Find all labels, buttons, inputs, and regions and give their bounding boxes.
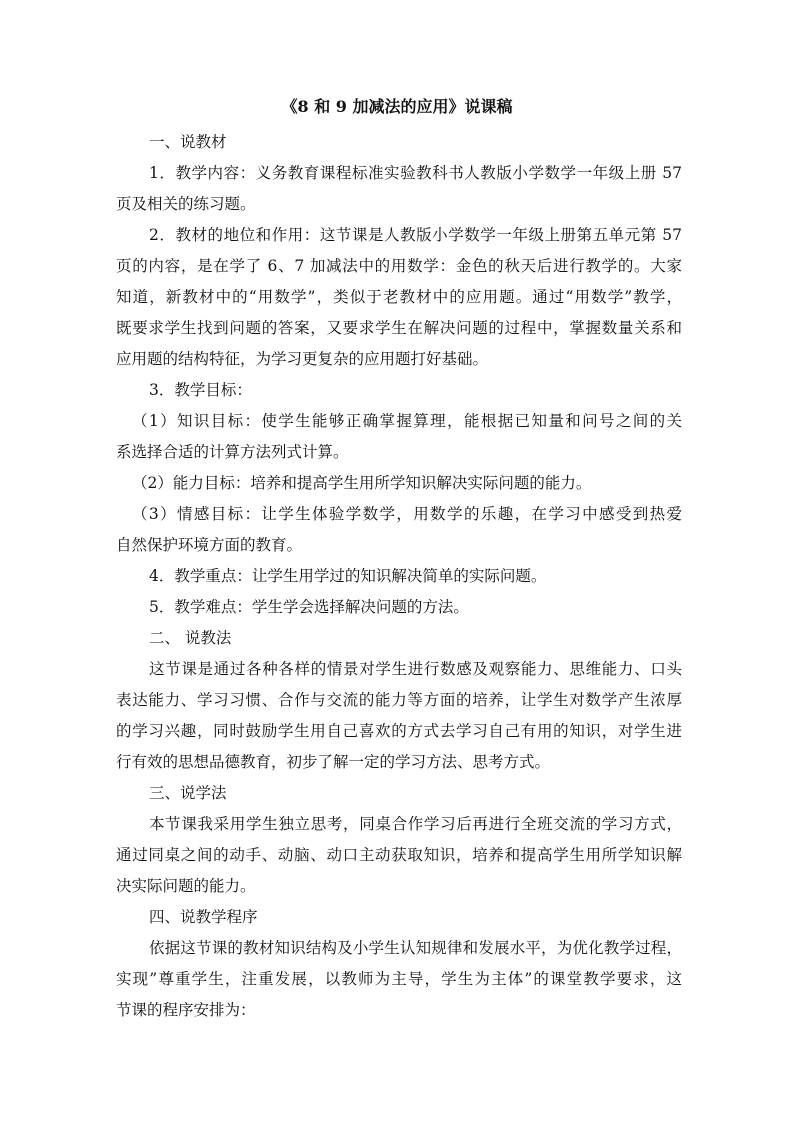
text-line: 应用题的结构特征，为学习更复杂的应用题打好基础。 bbox=[116, 350, 489, 368]
text-line: 既要求学生找到问题的答案，又要求学生在解决问题的过程中，掌握数量关系和 bbox=[116, 319, 682, 337]
text-line: （1）知识目标：使学生能够正确掌握算理，能根据已知量和问号之间的关 bbox=[132, 412, 682, 430]
text-line: 依据这节课的教材知识结构及小学生认知规律和发展水平，为优化教学过程， bbox=[149, 939, 682, 957]
text-line: 3．教学目标： bbox=[149, 381, 252, 399]
text-line: 2．教材的地位和作用：这节课是人教版小学数学一年级上册第五单元第 57 bbox=[149, 226, 682, 244]
text-line: 实现”尊重学生，注重发展，以教师为主导，学生为主体”的课堂教学要求，这 bbox=[116, 970, 682, 988]
text-line: 的学习兴趣，同时鼓励学生用自己喜欢的方式去学习自己有用的知识，对学生进 bbox=[116, 722, 682, 740]
text-line: 表达能力、学习习惯、合作与交流的能力等方面的培养，让学生对数学产生浓厚 bbox=[116, 691, 682, 709]
text-line: 行有效的思想品德教育，初步了解一定的学习方法、思考方式。 bbox=[116, 753, 551, 771]
text-line: 一、说教材 bbox=[149, 133, 227, 151]
text-line: 页及相关的练习题。 bbox=[116, 195, 256, 213]
text-line: 这节课是通过各种各样的情景对学生进行数感及观察能力、思维能力、口头 bbox=[149, 660, 682, 678]
text-line: 节课的程序安排为： bbox=[116, 1001, 256, 1019]
text-line: （3）情感目标：让学生体验学数学，用数学的乐趣，在学习中感受到热爱 bbox=[132, 505, 682, 523]
text-line: 页的内容，是在学了 6、7 加减法中的用数学：金色的秋天后进行教学的。大家 bbox=[116, 257, 682, 275]
text-line: 二、 说教法 bbox=[149, 629, 232, 647]
text-line: 决实际问题的能力。 bbox=[116, 877, 256, 895]
text-line: 三、说学法 bbox=[149, 784, 227, 802]
text-line: 四、说教学程序 bbox=[149, 908, 258, 926]
document-title: 《8 和 9 加减法的应用》说课稿 bbox=[281, 97, 513, 116]
text-line: （2）能力目标：培养和提高学生用所学知识解决实际问题的能力。 bbox=[132, 474, 592, 492]
text-line: 自然保护环境方面的教育。 bbox=[116, 536, 303, 554]
text-line: 5．教学难点：学生学会选择解决问题的方法。 bbox=[149, 598, 469, 616]
text-line: 4．教学重点：让学生用学过的知识解决简单的实际问题。 bbox=[149, 567, 547, 585]
text-line: 系选择合适的计算方法列式计算。 bbox=[116, 443, 349, 461]
text-line: 通过同桌之间的动手、动脑、动口主动获取知识，培养和提高学生用所学知识解 bbox=[116, 846, 682, 864]
text-line: 知道，新教材中的“用数学”，类似于老教材中的应用题。通过“用数学”教学， bbox=[116, 288, 682, 306]
document-body bbox=[116, 127, 682, 1026]
text-line: 1．教学内容：义务教育课程标准实验教科书人教版小学数学一年级上册 57 bbox=[149, 164, 682, 182]
text-line: 本节课我采用学生独立思考，同桌合作学习后再进行全班交流的学习方式， bbox=[149, 815, 682, 833]
